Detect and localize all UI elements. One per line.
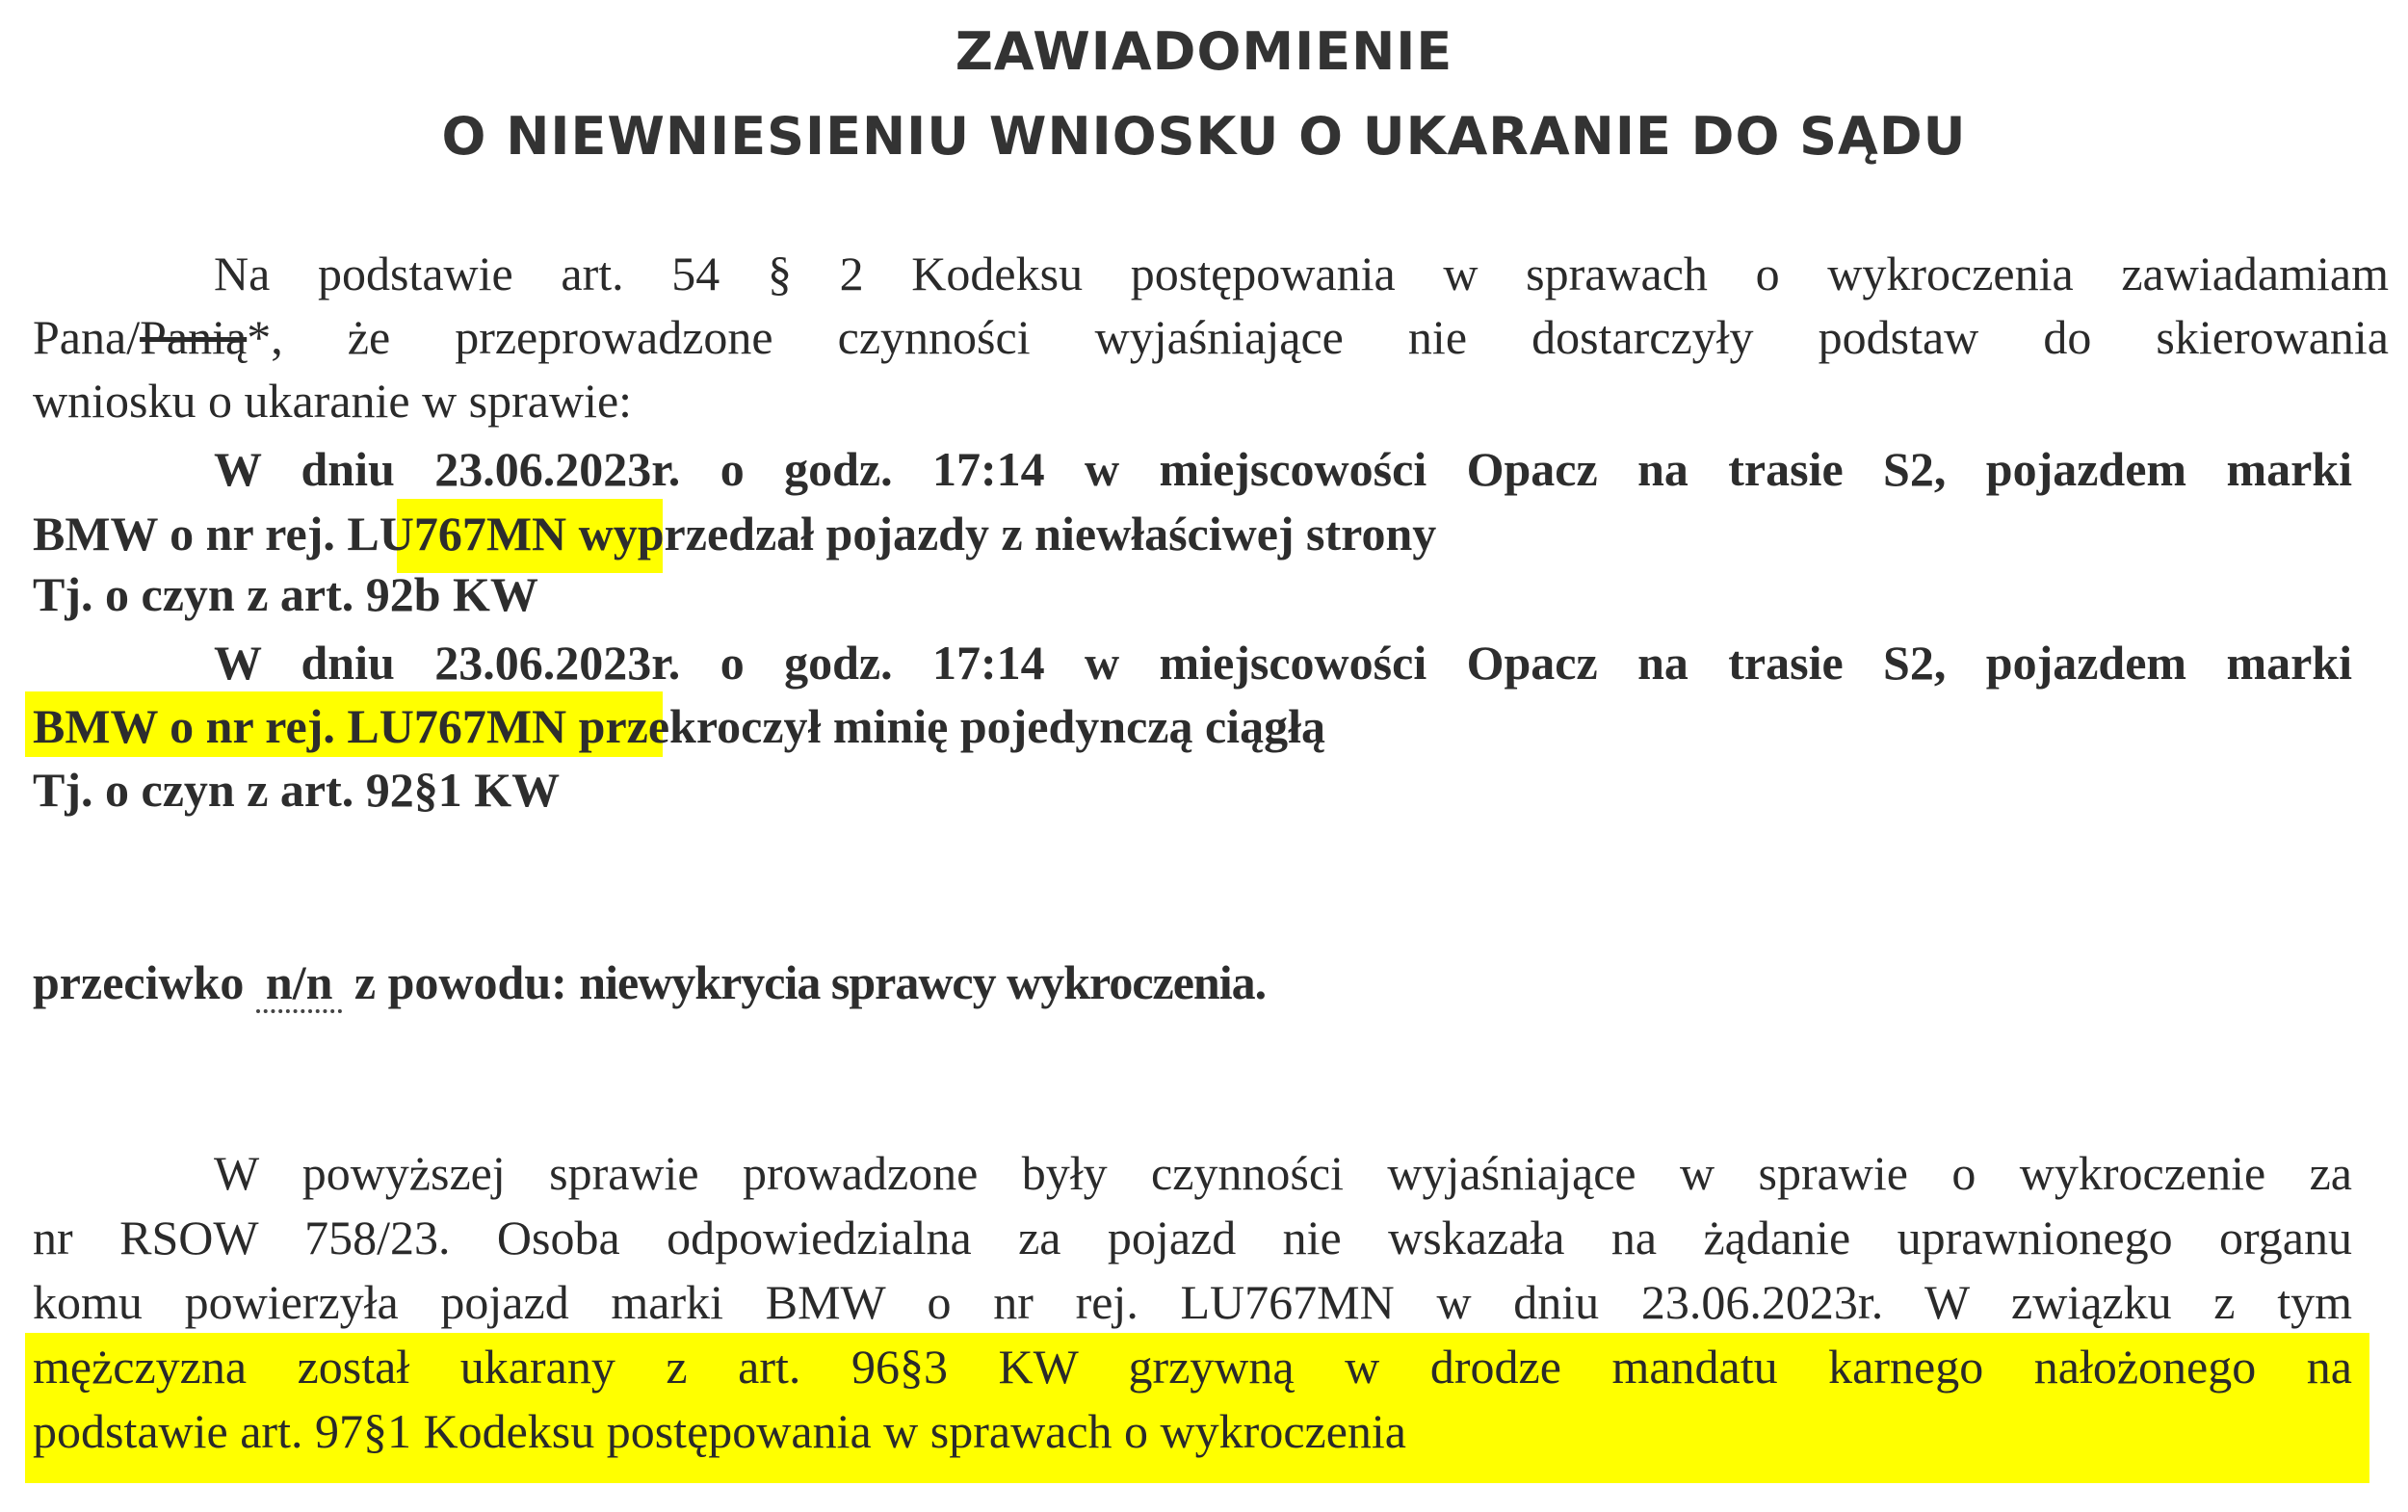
body-line1: W powyższej sprawie prowadzone były czynności wyjaśniające w sprawie o wykroczenie za — [214, 1146, 2352, 1200]
intro-line1: Na podstawie art. 54 § 2 Kodeksu postępowania w sprawach o wykroczenia zawiadamiam — [214, 247, 2389, 300]
pania-struck-text: Panią — [140, 310, 248, 364]
body-line5: podstawie art. 97§1 Kodeksu postępowania w sprawach o wykroczenia — [33, 1404, 1406, 1458]
intro-line2-rest: *, że przeprowadzone czynności wyjaśniające nie dostarczyły podstaw do skierowania — [247, 310, 2389, 364]
document-title-line2: O NIEWNIESIENIU WNIOSKU O UKARANIE DO SĄDU — [441, 106, 1967, 167]
offence1-suffix: wyprzedzał pojazdy z niewłaściwej strony — [566, 507, 1437, 560]
body-line4: mężczyzna został ukarany z art. 96§3 KW grzywną w drodze mandatu karnego nałożonego na — [33, 1340, 2352, 1394]
offence2-line1: W dniu 23.06.2023r. o godz. 17:14 w miejscowości Opacz na trasie S2, pojazdem marki — [214, 636, 2352, 690]
reason-label: z powodu: — [353, 955, 567, 1009]
against-label: przeciwko — [33, 955, 245, 1009]
offence1-article: Tj. o czyn z art. 92b KW — [33, 567, 538, 621]
against-value: n/n — [256, 955, 343, 1013]
offence1-line1: W dniu 23.06.2023r. o godz. 17:14 w miejscowości Opacz na trasie S2, pojazdem marki — [214, 442, 2352, 496]
intro-line2 — [33, 306, 2389, 368]
pana-text: Pana/ — [33, 310, 141, 364]
offence2-line2 — [33, 695, 1325, 757]
against-line — [33, 952, 1266, 1013]
offence1-plate: LU767MN — [347, 507, 567, 560]
offence1-prefix: BMW o nr rej. — [33, 507, 348, 560]
reason-text: niewykrycia sprawcy wykroczenia. — [579, 955, 1267, 1009]
offence2-article: Tj. o czyn z art. 92§1 KW — [33, 763, 561, 817]
intro-line3: wniosku o ukaranie w sprawie: — [33, 374, 633, 428]
offence1-line2 — [33, 503, 1436, 564]
offence2-suffix: przekroczył minię pojedynczą ciągłą — [566, 699, 1325, 753]
body-line2: nr RSOW 758/23. Osoba odpowiedzialna za pojazd nie wskazała na żądanie uprawnionego organu — [33, 1211, 2352, 1264]
body-line3: komu powierzyła pojazd marki BMW o nr rej. LU767MN w dniu 23.06.2023r. W związku z tym — [33, 1275, 2352, 1329]
offence2-highlighted: BMW o nr rej. LU767MN — [33, 699, 567, 753]
document-title-line1: ZAWIADOMIENIE — [955, 21, 1453, 82]
